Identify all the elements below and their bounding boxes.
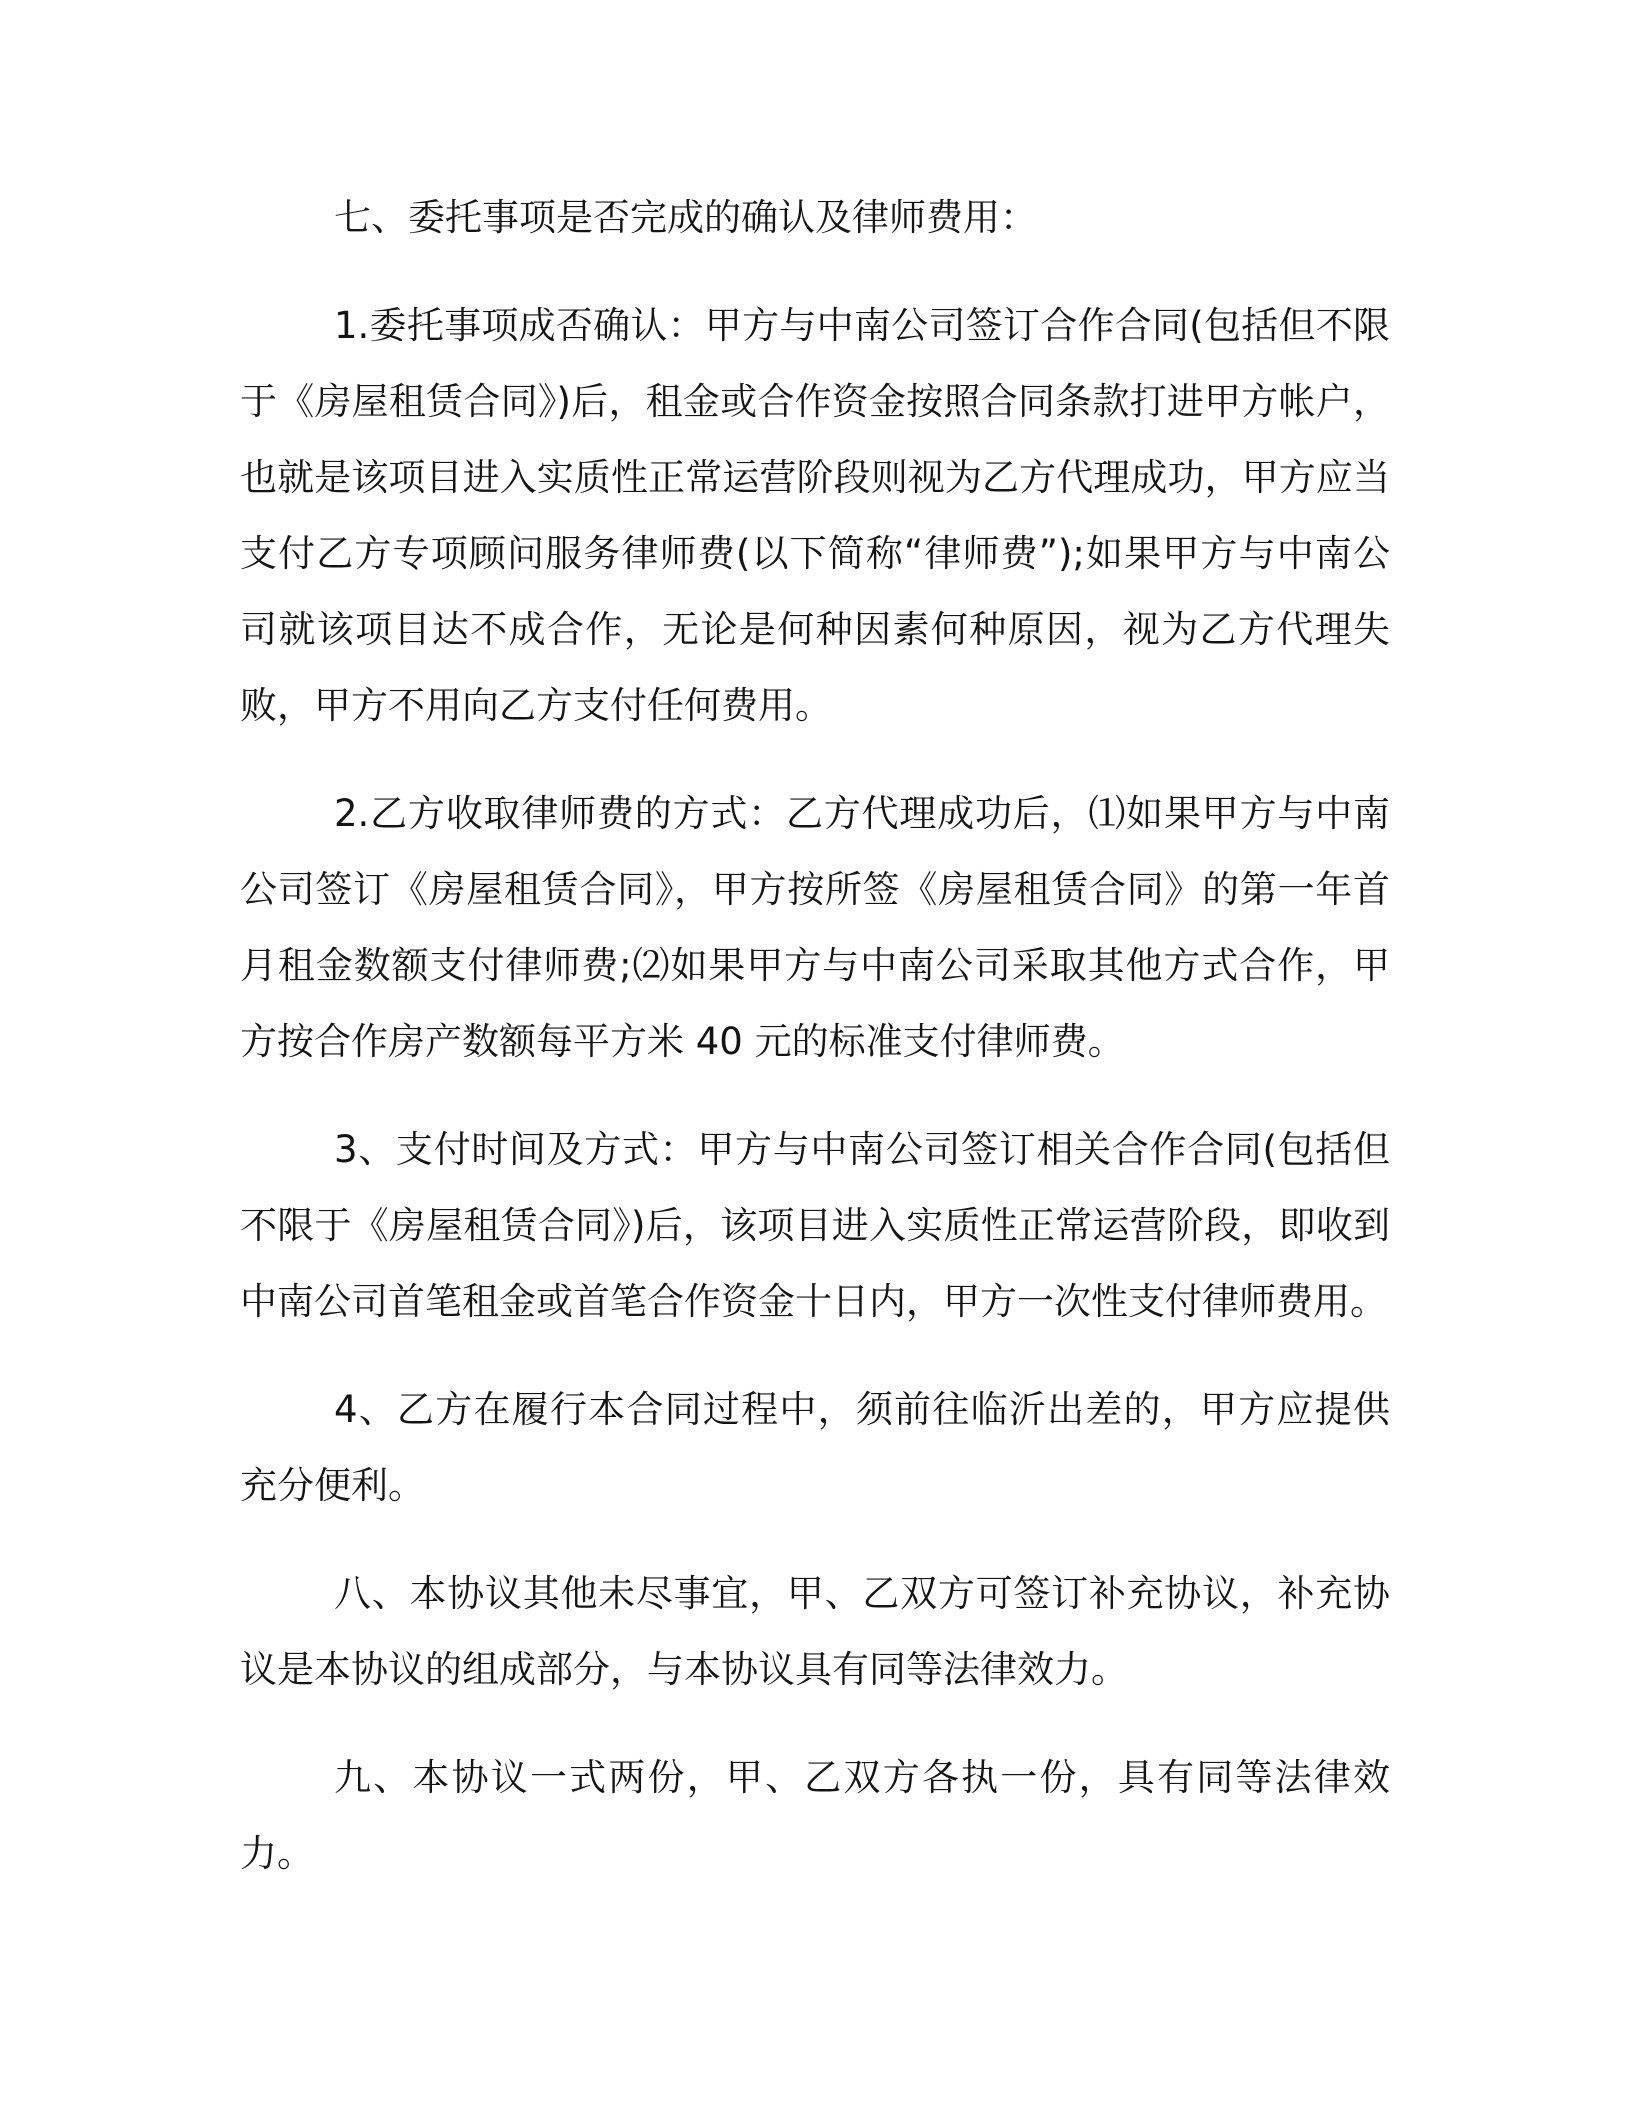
- document-body: [240, 180, 1390, 1924]
- clause-1-confirmation: 1.委托事项成否确认：甲方与中南公司签订合作合同(包括但不限于《房屋租赁合同》)后，租金或合作资金按照合同条款打进甲方帐户，也就是该项目进入实质性正常运营阶段则视为乙方代理成功，甲方应当支付乙方专项顾问服务律师费(以下简称“律师费”);如果甲方与中南公司就该项目达不成合作，无论是何种因素何种原因，视为乙方代理失败，甲方不用向乙方支付任何费用。: [240, 304, 1390, 727]
- section-seven-heading: 七、委托事项是否完成的确认及律师费用：: [334, 196, 1037, 239]
- section-eight: 八、本协议其他未尽事宜，甲、乙双方可签订补充协议，补充协议是本协议的组成部分，与本协议具有同等法律效力。: [240, 1572, 1390, 1691]
- clause-4-travel: 4、乙方在履行本合同过程中，须前往临沂出差的，甲方应提供充分便利。: [240, 1388, 1390, 1507]
- clause-3-payment-time: 3、支付时间及方式：甲方与中南公司签订相关合作合同(包括但不限于《房屋租赁合同》)后，该项目进入实质性正常运营阶段，即收到中南公司首笔租金或首笔合作资金十日内，甲方一次性支付律师费用。: [240, 1128, 1390, 1323]
- section-nine: 九、本协议一式两份，甲、乙双方各执一份，具有同等法律效力。: [240, 1756, 1390, 1875]
- clause-2-fee-method: 2.乙方收取律师费的方式：乙方代理成功后，⑴如果甲方与中南公司签订《房屋租赁合同》，甲方按所签《房屋租赁合同》的第一年首月租金数额支付律师费;⑵如果甲方与中南公司采取其他方式合作，甲方按合作房产数额每平方米 40 元的标准支付律师费。: [240, 792, 1390, 1063]
